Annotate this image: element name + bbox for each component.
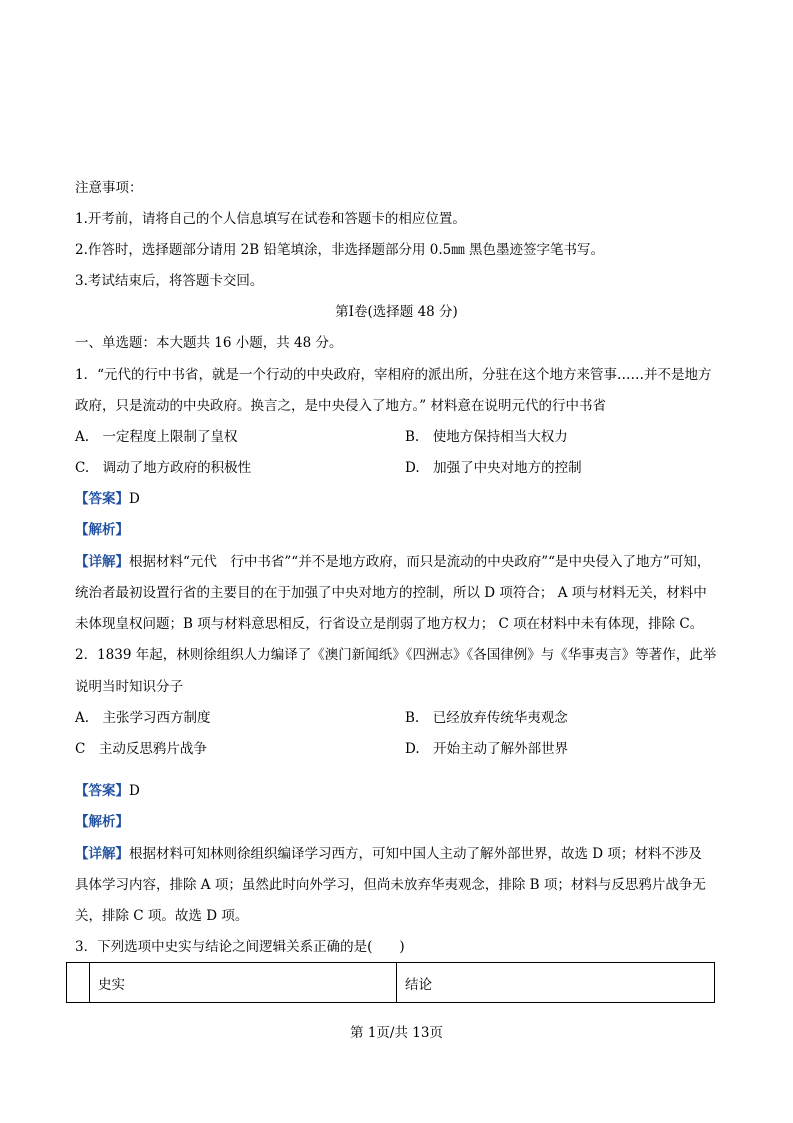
q2-stem-line-1: 2．1839 年起，林则徐组织人力编译了《澳门新闻纸》《四洲志》《各国律例》与《华事夷言》等著作，此举 bbox=[75, 647, 717, 663]
table-row bbox=[67, 963, 715, 1003]
q2-detail-line-1 bbox=[75, 845, 702, 863]
q2-option-d: D. 开始主动了解外部世界 bbox=[405, 741, 569, 757]
notice-title: 注意事项： bbox=[75, 180, 143, 196]
q1-stem-line-2: 政府，只是流动的中央政府。换言之，是中央侵入了地方。” 材料意在说明元代的行中书省 bbox=[75, 398, 606, 414]
q1-option-a: A. 一定程度上限制了皇权 bbox=[75, 429, 238, 445]
detail-label: 【详解】 bbox=[75, 846, 129, 862]
table-header-facts: 史实 bbox=[90, 963, 397, 1003]
q2-answer bbox=[75, 782, 140, 800]
section-title: 第Ⅰ卷(选择题 48 分) bbox=[335, 304, 458, 320]
q2-detail-line-3: 关，排除 C 项。故选 D 项。 bbox=[75, 908, 249, 924]
table-cell-index bbox=[67, 963, 90, 1003]
q2-detail-line-2: 具体学习内容，排除 A 项；虽然此时向外学习，但尚未放弃华夷观念，排除 B 项；材料与反思鸦片战争无 bbox=[75, 877, 706, 893]
notice-item-3: 3.考试结束后，将答题卡交回。 bbox=[75, 273, 264, 289]
q1-analysis-label: 【解析】 bbox=[75, 522, 129, 538]
q1-detail-line-2: 统治者最初设置行省的主要目的在于加强了中央对地方的控制，所以 D 项符合； A 项与材料无关，材料中 bbox=[75, 585, 707, 601]
q2-option-b: B. 已经放弃传统华夷观念 bbox=[405, 710, 568, 726]
answer-value: D bbox=[129, 783, 140, 799]
q1-answer bbox=[75, 490, 140, 508]
q1-option-b: B. 使地方保持相当大权力 bbox=[405, 429, 568, 445]
notice-item-2: 2.作答时，选择题部分请用 2B 铅笔填涂，非选择题部分用 0.5㎜ 黑色墨迹签字笔书写。 bbox=[75, 242, 605, 258]
q2-option-a: A. 主张学习西方制度 bbox=[75, 710, 211, 726]
detail-text: 根据材料可知林则徐组织编译学习西方，可知中国人主动了解外部世界，故选 D 项；材料不涉及 bbox=[129, 846, 702, 862]
q1-detail-line-3: 未体现皇权问题；B 项与材料意思相反，行省设立是削弱了地方权力； C 项在材料中未有体现，排除 C。 bbox=[75, 616, 704, 632]
detail-label: 【详解】 bbox=[75, 554, 129, 570]
answer-label: 【答案】 bbox=[75, 491, 129, 507]
page-footer: 第 1页/共 13页 bbox=[350, 1025, 443, 1041]
q1-stem-line-1: 1．“元代的行中书省，就是一个行动的中央政府，宰相府的派出所，分驻在这个地方来管事……并不是地方 bbox=[75, 367, 712, 383]
table-header-conclusion: 结论 bbox=[397, 963, 715, 1003]
notice-item-1: 1.开考前，请将自己的个人信息填写在试卷和答题卡的相应位置。 bbox=[75, 211, 466, 227]
q1-option-d: D. 加强了中央对地方的控制 bbox=[405, 460, 582, 476]
q2-stem-line-2: 说明当时知识分子 bbox=[75, 679, 183, 695]
q2-analysis-label: 【解析】 bbox=[75, 814, 129, 830]
detail-text: 根据材料“元代 行中书省”“并不是地方政府，而只是流动的中央政府”“是中央侵入了地方”可知， bbox=[129, 554, 711, 570]
answer-label: 【答案】 bbox=[75, 783, 129, 799]
q1-detail-line-1 bbox=[75, 553, 710, 571]
q2-option-c: C 主动反思鸦片战争 bbox=[75, 741, 207, 757]
q3-stem: 3．下列选项中史实与结论之间逻辑关系正确的是( ) bbox=[75, 939, 405, 955]
answer-value: D bbox=[129, 491, 140, 507]
q1-option-c: C. 调动了地方政府的积极性 bbox=[75, 460, 252, 476]
q3-table bbox=[66, 962, 715, 1003]
part-title: 一、单选题：本大题共 16 小题，共 48 分。 bbox=[75, 335, 343, 351]
